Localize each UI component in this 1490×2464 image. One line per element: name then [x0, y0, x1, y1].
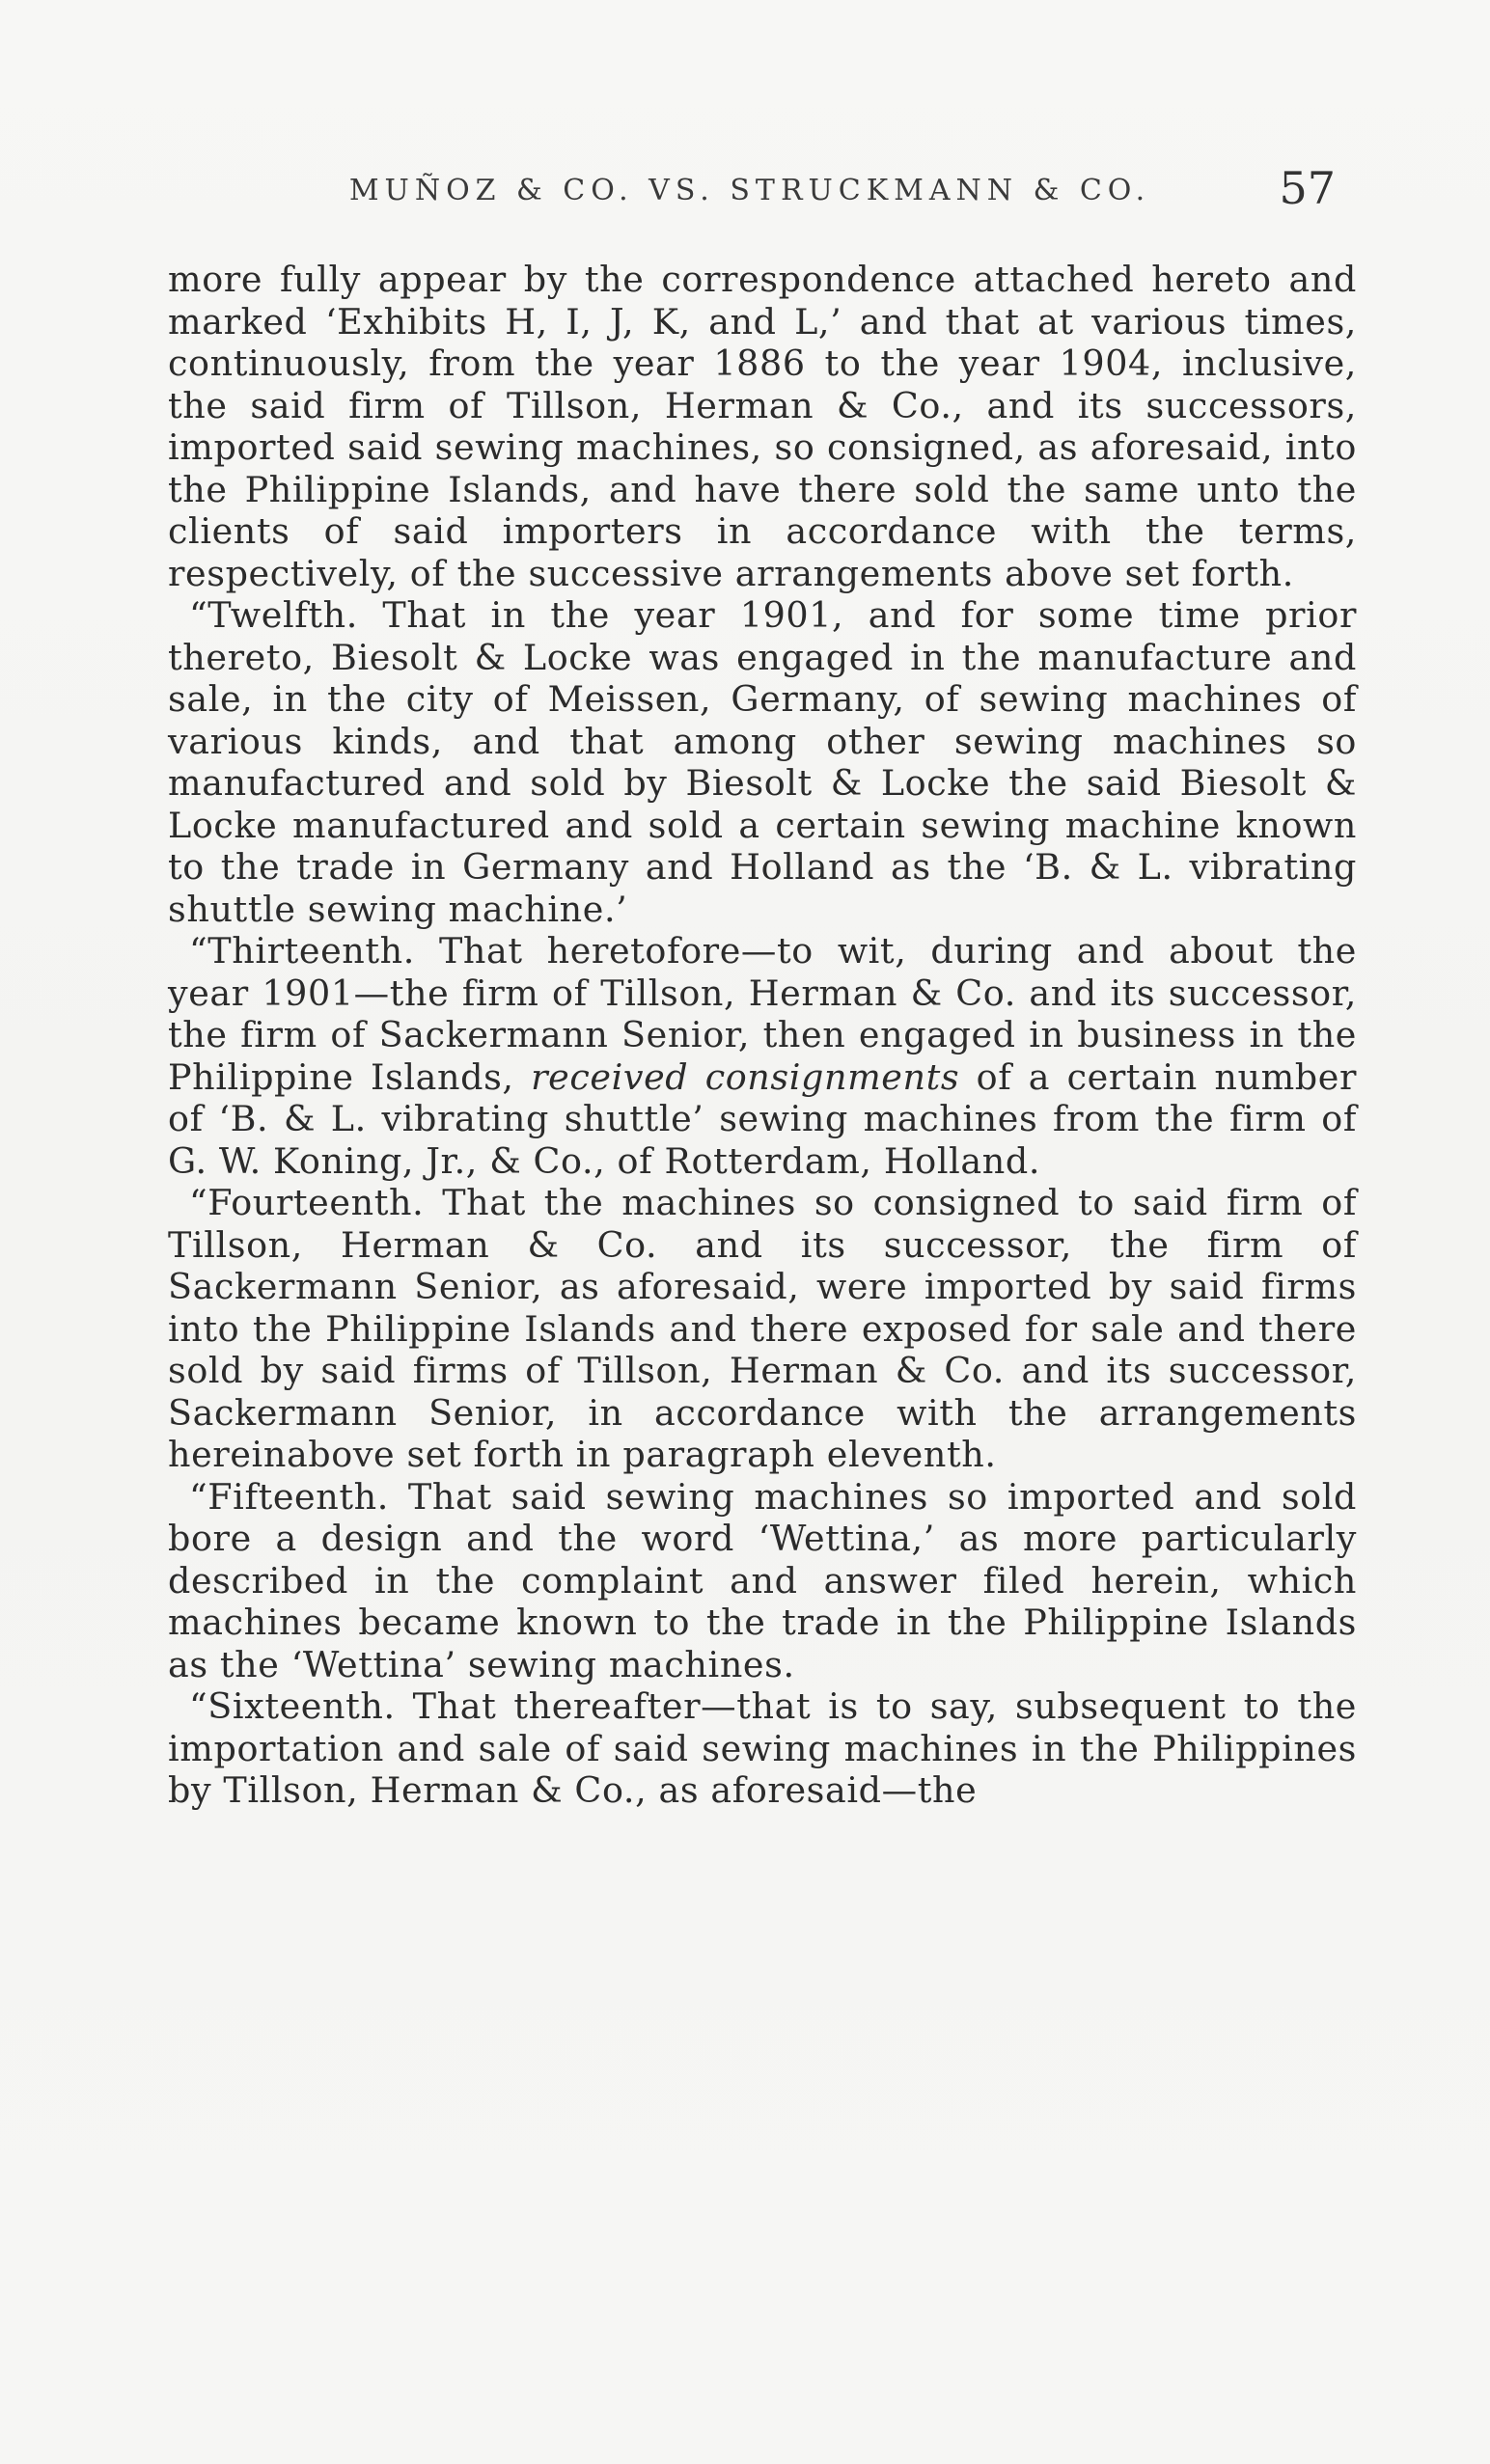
paragraph-fifteenth: “Fifteenth. That said sewing machines so imported and sold bore a design and the word ‘Wettina,’ as more particularly described in the complaint and answer filed herein, which machines became known to the trade in the Philippine Islands as the ‘Wettina’ sewing machines. [168, 1475, 1357, 1685]
page-number: 57 [1279, 162, 1336, 214]
italic-phrase: received consignments [531, 1055, 960, 1098]
paragraph-fourteenth: “Fourteenth. That the machines so consigned to said firm of Tillson, Herman & Co. and its successor, the firm of Sackermann Senior, as aforesaid, were imported by said firms into the Philippine Islands and there exposed for sale and there sold by said firms of Tillson, Herman & Co. and its successor, Sackermann Senior, in accordance with the arrangements hereinabove set forth in paragraph eleventh. [168, 1182, 1357, 1475]
paragraph-twelfth: “Twelfth. That in the year 1901, and for some time prior thereto, Biesolt & Locke was engaged in the manufacture and sale, in the city of Meissen, Germany, of sewing machines of various kinds, and that among other sewing machines so manufactured and sold by Biesolt & Locke the said Biesolt & Locke manufactured and sold a certain sewing machine known to the trade in Germany and Holland as the ‘B. & L. vibrating shuttle sewing machine.’ [168, 594, 1357, 930]
paragraph-continuation: more fully appear by the correspondence attached hereto and marked ‘Exhibits H, I, J, K, and L,’ and that at various times, continuously, from the year 1886 to the year 1904, inclusive, the said firm of Tillson, Herman & Co., and its successors, imported said sewing machines, so consigned, as aforesaid, into the Philippine Islands, and have there sold the same unto the clients of said importers in accordance with the terms, respectively, of the successive arrangements above set forth. [168, 259, 1357, 594]
page-header [164, 162, 1336, 220]
paragraph-sixteenth: “Sixteenth. That thereafter—that is to say, subsequent to the importation and sale of said sewing machines in the Philippines by Tillson, Herman & Co., as aforesaid—the [168, 1685, 1357, 1811]
paragraph-thirteenth-lead: “Thirteenth. That heretofore—to wit, during and about the year 1901—the firm of Tillson, Herman & Co. and its successor, the firm of Sackermann Senior, then engaged in business in the Philippine Islands, [168, 930, 1357, 1098]
body-text [168, 259, 1357, 1812]
running-head: MUÑOZ & CO. VS. STRUCKMANN & CO. [348, 174, 1151, 207]
paragraph-thirteenth [168, 930, 1357, 1182]
paragraph-thirteenth-tail: of a certain number of ‘B. & L. vibrating shuttle’ sewing machines from the firm of G. W. Koning, Jr., & Co., of Rotterdam, Holland. [168, 1055, 1358, 1182]
